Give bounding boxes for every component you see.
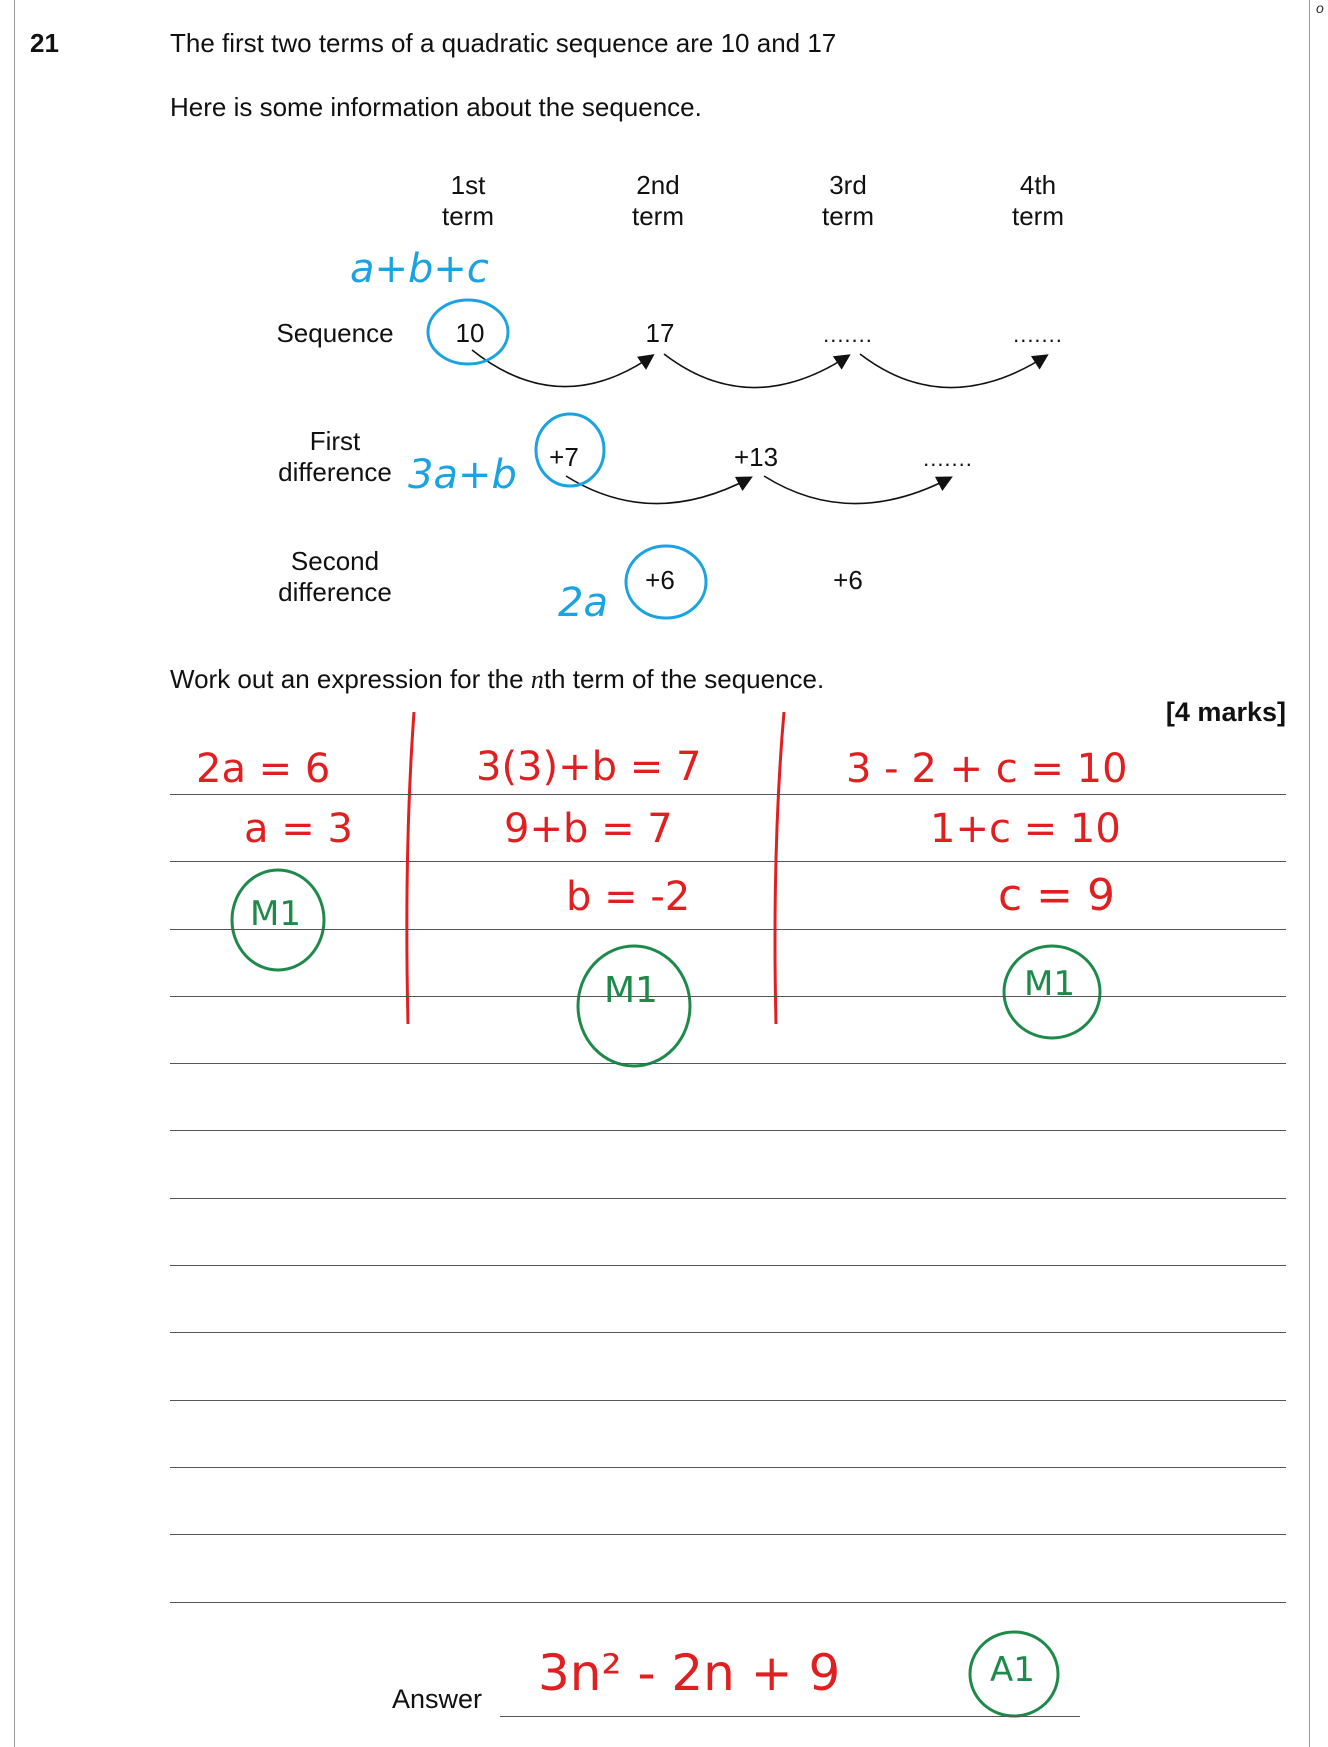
question-number: 21 bbox=[30, 28, 59, 58]
second-difference-1: +6 bbox=[645, 565, 675, 595]
arc-seq-3-4 bbox=[860, 354, 1046, 388]
work-col1-line1: 2a = 6 bbox=[196, 746, 331, 792]
arc-seq-1-2 bbox=[472, 350, 652, 387]
hand-3a-plus-b: 3a+b bbox=[408, 452, 517, 498]
task-text: Work out an expression for the nth term of the sequence. bbox=[170, 664, 825, 694]
final-answer: 3n² - 2n + 9 bbox=[538, 1644, 841, 1702]
answer-label: Answer bbox=[392, 1684, 483, 1714]
answer-rule-2 bbox=[170, 861, 1286, 862]
first-difference-2: +13 bbox=[733, 442, 779, 472]
sequence-term-3: ....... bbox=[823, 322, 873, 347]
answer-rule-8 bbox=[170, 1265, 1286, 1266]
hand-2a: 2a bbox=[558, 580, 608, 626]
mark-m1-col2: M1 bbox=[604, 970, 658, 1011]
answer-rule-3 bbox=[170, 929, 1286, 930]
row-label-first-difference: First difference bbox=[278, 426, 392, 487]
answer-rule-13 bbox=[170, 1602, 1286, 1603]
work-col3-line3: c = 9 bbox=[998, 870, 1116, 921]
answer-rule-10 bbox=[170, 1400, 1286, 1401]
header-3rd-term: 3rd term bbox=[822, 170, 874, 231]
sequence-term-1: 10 bbox=[455, 318, 485, 348]
first-difference-3: ....... bbox=[923, 446, 973, 471]
work-col1-line2: a = 3 bbox=[244, 806, 353, 852]
circle-blue-plus6 bbox=[626, 546, 706, 618]
divider-red-1 bbox=[407, 712, 414, 1024]
row-label-sequence: Sequence bbox=[276, 318, 394, 348]
header-4th-term: 4th term bbox=[1012, 170, 1064, 231]
work-col2-line1: 3(3)+b = 7 bbox=[476, 744, 702, 790]
header-1st-term: 1st term bbox=[442, 170, 494, 231]
circle-blue-10 bbox=[428, 300, 508, 364]
sequence-term-4: ....... bbox=[1013, 322, 1063, 347]
work-col2-line2: 9+b = 7 bbox=[504, 806, 673, 852]
answer-rule-5 bbox=[170, 1063, 1286, 1064]
answer-rule-6 bbox=[170, 1130, 1286, 1131]
marks-label: [4 marks] bbox=[1165, 697, 1286, 727]
divider-red-2 bbox=[775, 712, 784, 1024]
answer-rule-7 bbox=[170, 1198, 1286, 1199]
answer-rule-9 bbox=[170, 1332, 1286, 1333]
arc-seq-2-3 bbox=[664, 354, 848, 388]
row-label-second-difference: Second difference bbox=[278, 546, 392, 607]
circle-blue-plus7 bbox=[536, 414, 604, 486]
hand-a-plus-b-plus-c: a+b+c bbox=[350, 246, 489, 292]
question-info: Here is some information about the sequence. bbox=[170, 92, 702, 122]
question-intro: The first two terms of a quadratic sequence are 10 and 17 bbox=[170, 28, 837, 58]
answer-rule-4 bbox=[170, 996, 1286, 997]
work-col3-line1: 3 - 2 + c = 10 bbox=[846, 746, 1128, 792]
sequence-term-2: 17 bbox=[645, 318, 675, 348]
mark-a1: A1 bbox=[990, 1650, 1035, 1690]
first-difference-1: +7 bbox=[549, 442, 579, 472]
arc-diff-2-3 bbox=[764, 476, 950, 504]
answer-rule-12 bbox=[170, 1534, 1286, 1535]
answer-rule-11 bbox=[170, 1467, 1286, 1468]
corner-mark: o bbox=[1316, 0, 1324, 16]
work-col2-line3: b = -2 bbox=[566, 874, 691, 920]
answer-line bbox=[500, 1716, 1080, 1717]
arc-diff-1-2 bbox=[566, 476, 750, 504]
header-2nd-term: 2nd term bbox=[632, 170, 684, 231]
work-col3-line2: 1+c = 10 bbox=[930, 806, 1121, 852]
mark-m1-col1: M1 bbox=[250, 894, 301, 934]
answer-rule-1 bbox=[170, 794, 1286, 795]
second-difference-2: +6 bbox=[833, 565, 863, 595]
mark-m1-col3: M1 bbox=[1024, 964, 1075, 1004]
